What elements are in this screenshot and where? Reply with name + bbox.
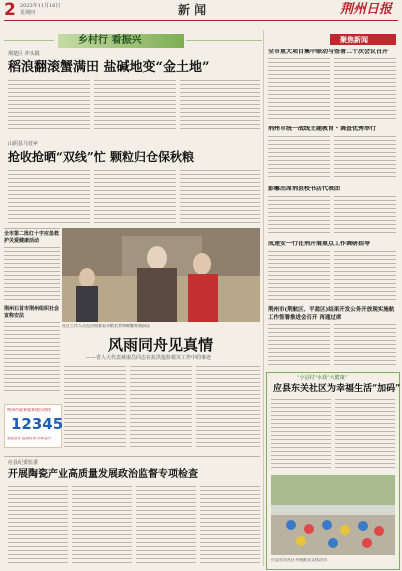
article-body [130,366,192,450]
article-body [268,58,330,120]
article-body [334,58,396,120]
date-line: 2023年11月16日 [20,3,61,9]
article-body [8,80,90,132]
hotline-number: 12345 [11,415,64,433]
article-body [268,324,330,366]
newspaper-logo: 荆州日报 [340,2,393,17]
banner-divider [4,40,54,41]
article-body [136,486,196,566]
article-body [334,251,396,301]
photo-scene [271,475,395,555]
article-body [180,80,260,132]
article-body [94,80,176,132]
news-photo [62,228,260,322]
article-headline: 彭雕出席荆县校书店代表团 [268,186,341,192]
article-headline: 荆州市(荆航区、平盈区)结果开发公务开放现实施航工作签署推进会召开 再通过席 [268,307,395,321]
article-body [268,251,330,301]
article-headline: 稻浪翻滚蟹满田 盐碱地变“金土地” [8,60,210,75]
article-kicker: 山阴县马营乡 [8,141,39,147]
article-body [94,170,176,226]
article-body [334,136,396,180]
page-number: 2 [4,0,16,20]
article-body [64,366,126,450]
photo-scene [62,228,260,322]
article-body [200,486,260,566]
right-banner-title: 聚焦新闻 [340,35,368,44]
article-headline: 风雨同舟见真情 [108,336,214,354]
article-body [268,136,330,180]
article-body [72,486,132,566]
article-body [334,324,396,366]
photo-caption: 社区工作人员在田间查看水稻长势和螃蟹养殖情况 [62,324,150,328]
section-title: 新 闻 [178,3,207,17]
weekday: 星期四 [20,10,36,16]
hotline-label: 荆州市政务服务便民热线 [7,408,51,412]
article-body [335,399,395,471]
article-headline: 荆州石首市荆州组织社会宣称安法 [4,306,60,319]
news-photo [271,475,395,555]
hotline-ad [4,404,62,448]
article-headline: 成速安一行在荆开展重点工作调研指导 [268,241,371,247]
article-body [4,247,60,303]
article-headline: 全市第二批红十字应急救护关爱健康活动 [4,231,60,244]
header-rule [4,20,398,21]
article-headline: 开展陶瓷产业高质量发展政治监督专项检查 [8,469,198,480]
article-headline: 荆州市统一战线主题教育・调查优秀举行 [268,126,377,132]
right-banner [330,34,396,45]
column-separator [263,30,264,566]
banner-divider-right [186,40,262,41]
article-headline: 应县东关社区为幸福生活“加码” [273,384,401,394]
photo-caption: 应县东关社区开展群众文体活动 [271,558,327,562]
article-body [271,399,331,471]
article-body [196,366,260,450]
column-rule [4,228,60,229]
article-body [8,486,68,566]
article-body [180,170,260,226]
hotline-sub: 欢迎批评·监督检查·效率提升 [7,437,52,440]
article-body [4,322,60,394]
article-body [8,170,90,226]
page-header [0,0,402,22]
banner-bar [58,34,184,48]
article-subtitle: ——省人大代表黄康昌同志在抗洪抢险救灾工作中的事迹 [86,355,212,361]
article-kicker: 荆楚区 冲头镇 [8,51,40,57]
article-body [334,196,396,236]
article-headline: 抢收抢晒“双线”忙 颗粒归仓保秋粮 [8,150,194,164]
article-headline: 全市重大项目集中联动与签署二十次会议召开 [268,49,389,55]
feature-box [266,372,400,570]
column-rule [4,456,260,457]
banner-title: 乡村行 看振兴 [78,35,142,46]
article-kicker: 应县纪委监委 [8,460,39,466]
article-kicker: “小县村“水我”大健康” [297,375,348,381]
article-body [268,196,330,236]
